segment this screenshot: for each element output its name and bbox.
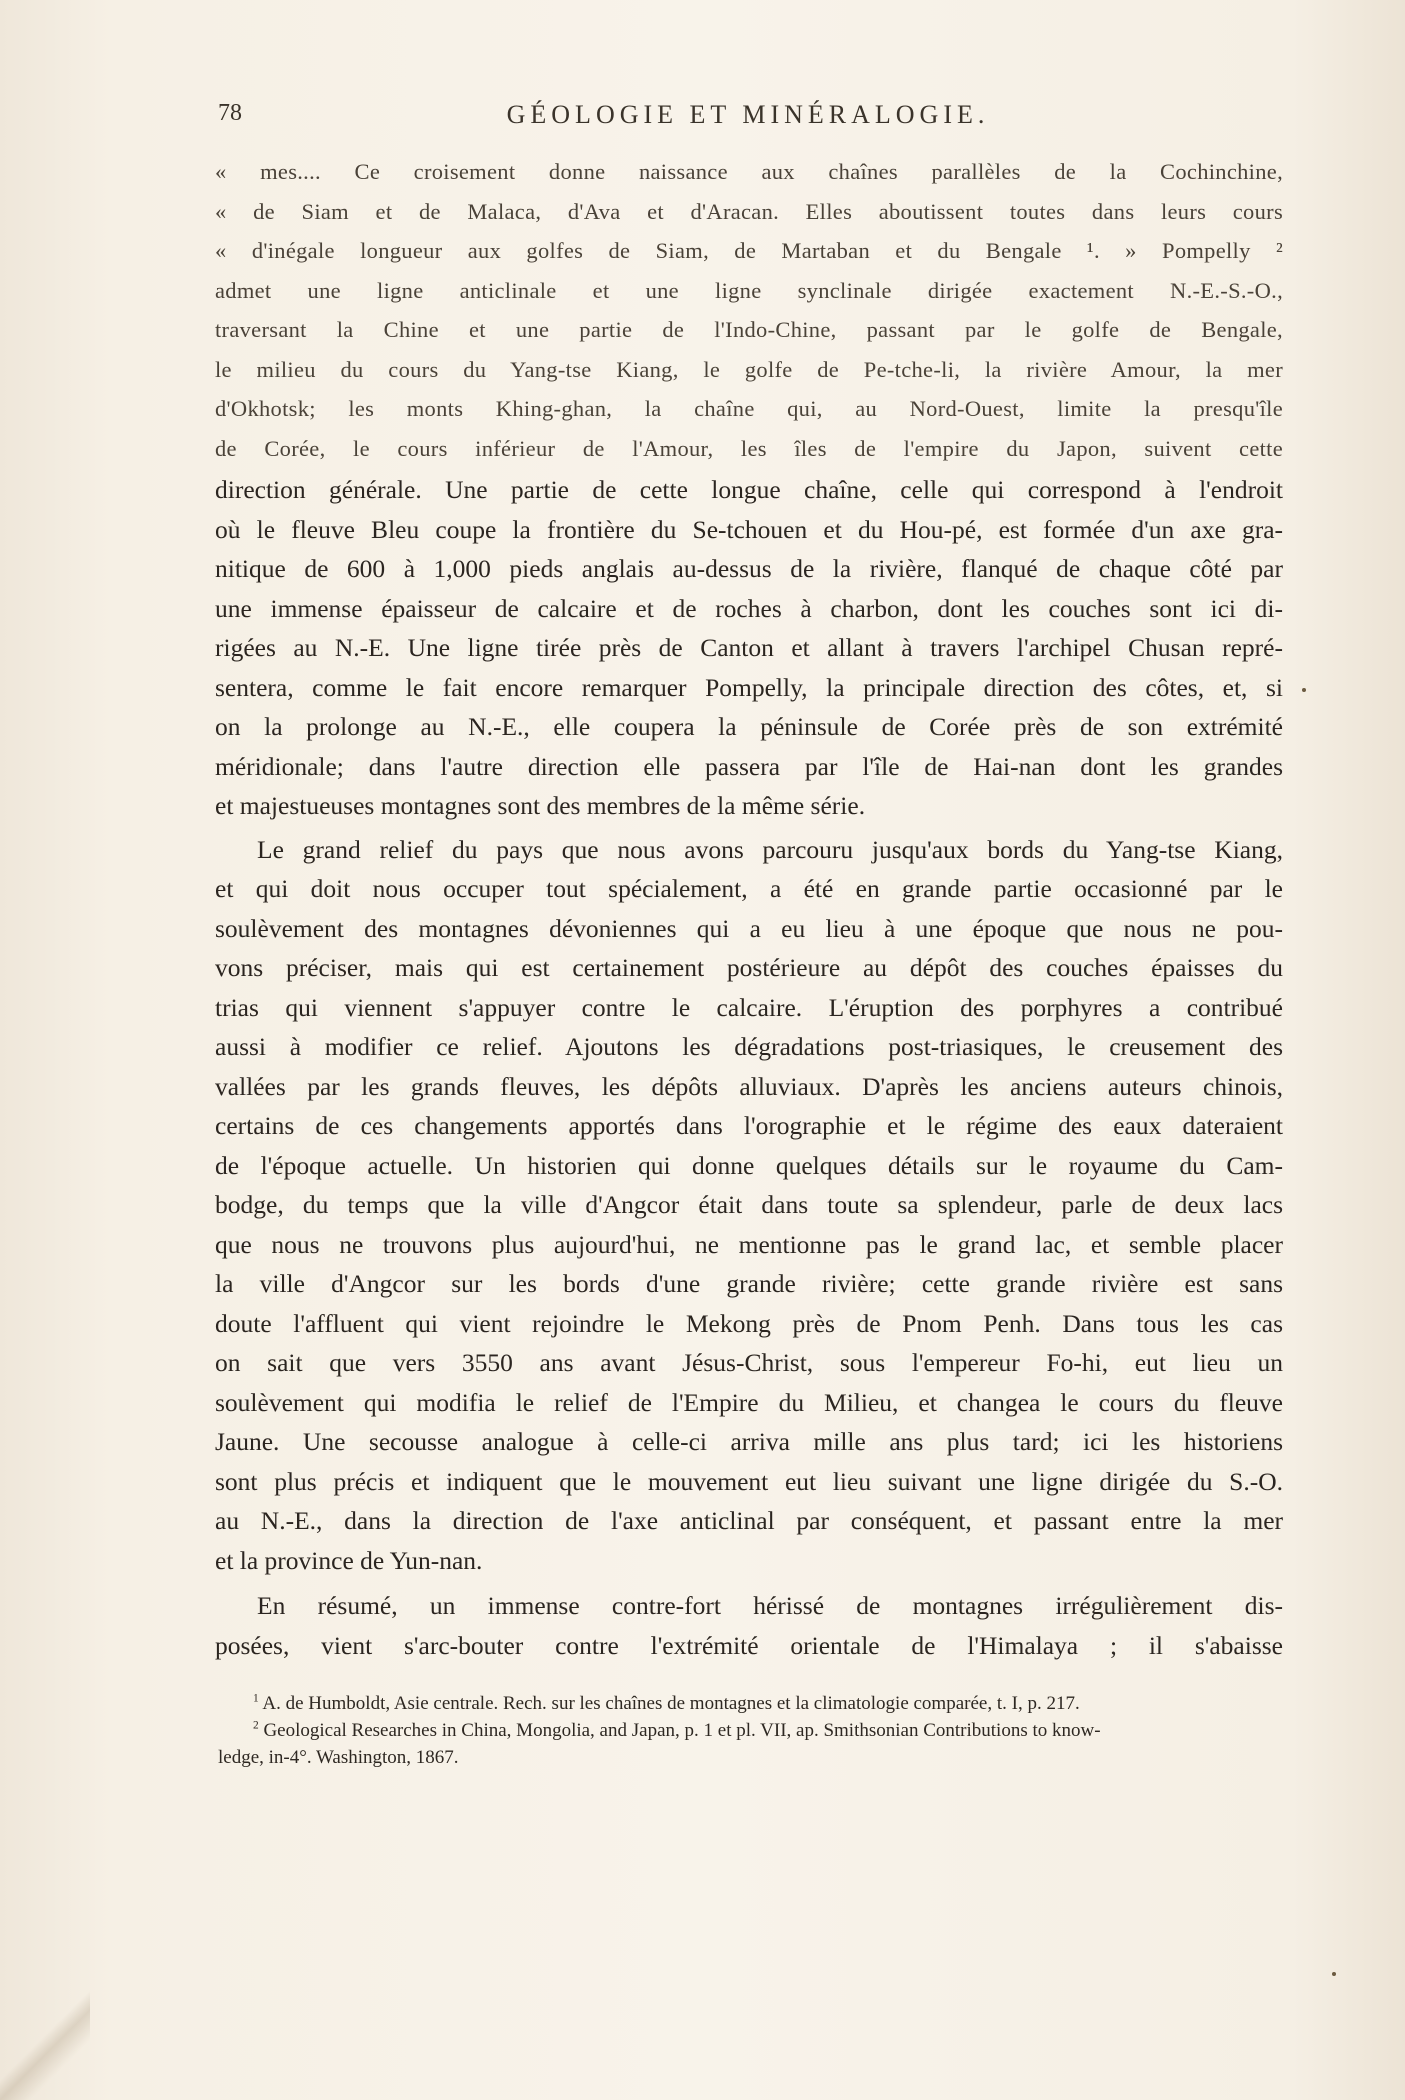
text-line: admet une ligne anticlinale et une ligne synclinale dirigée exactement N.-E.-S.-O., [215,277,1283,303]
ink-speck [1302,688,1306,692]
footnote-text: A. de Humboldt, Asie centrale. Rech. sur les chaînes de montagnes et la climatologie comparée, t. I, p. 217. [262,1693,1080,1714]
footnote-1 [218,1690,1280,1717]
footnotes [218,1690,1280,1771]
text-line: sont plus précis et indiquent que le mouvement eut lieu suivant une ligne dirigée du S.-O. [215,1466,1283,1496]
page-header [218,100,1278,140]
text-line: traversant la Chine et une partie de l'Indo-Chine, passant par le golfe de Bengale, [215,317,1283,342]
text-line: on sait que vers 3550 ans avant Jésus-Christ, sous l'empereur Fo-hi, eut lieu un [215,1348,1283,1377]
running-title: GÉOLOGIE ET MINÉRALOGIE. [506,100,990,129]
text-line: direction générale. Une partie de cette longue chaîne, celle qui correspond à l'endroit [215,475,1283,504]
ink-speck [1332,1972,1336,1976]
text-line: sentera, comme le fait encore remarquer Pompelly, la principale direction des côtes, et, si [215,672,1283,702]
page-number: 78 [218,100,242,126]
text-line: la ville d'Angcor sur les bords d'une grande rivière; cette grande rivière est sans [215,1269,1283,1298]
text-line: certains de ces changements apportés dans l'orographie et le régime des eaux dateraient [215,1111,1283,1140]
text-line: En résumé, un immense contre-fort hérissé de montagnes irrégulièrement dis- [257,1591,1283,1620]
footnote-text: Geological Researches in China, Mongolia, and Japan, p. 1 et pl. VII, ap. Smithsonian Contributions to know- [263,1720,1101,1741]
text-line: de Corée, le cours inférieur de l'Amour, les îles de l'empire du Japon, suivent cette [215,435,1283,461]
footnote-text: ledge, in-4°. Washington, 1867. [218,1747,459,1768]
text-line: soulèvement qui modifia le relief de l'Empire du Milieu, et changea le cours du fleuve [215,1387,1283,1417]
footnote-2 [218,1717,1280,1771]
paragraph-4 [215,1586,1283,1665]
footnote-marker: 1 [253,1692,259,1705]
text-line: une immense épaisseur de calcaire et de roches à charbon, dont les couches sont ici di- [215,593,1283,623]
text-line: « de Siam et de Malaca, d'Ava et d'Aracan. Elles aboutissent toutes dans leurs cours [215,198,1283,224]
paragraph-3 [215,830,1283,1581]
text-line: d'Okhotsk; les monts Khing-ghan, la chaîne qui, au Nord-Ouest, limite la presqu'île [215,396,1283,421]
text-line: et qui doit nous occuper tout spécialement, a été en grande partie occasionné par le [215,874,1283,903]
text-line: « mes.... Ce croisement donne naissance aux chaînes parallèles de la Cochinchine, [215,159,1283,184]
text-line: où le fleuve Bleu coupe la frontière du Se-tchouen et du Hou-pé, est formée d'un axe gra- [215,514,1283,544]
text-line: doute l'affluent qui vient rejoindre le Mekong près de Pnom Penh. Dans tous les cas [215,1308,1283,1338]
text-line: trias qui viennent s'appuyer contre le calcaire. L'éruption des porphyres a contribué [215,992,1283,1022]
text-line: vons préciser, mais qui est certainement postérieure au dépôt des couches épaisses du [215,953,1283,982]
text-line: on la prolonge au N.-E., elle coupera la péninsule de Corée près de son extrémité [215,712,1283,741]
footnote-marker: 2 [253,1719,259,1732]
text-line: Le grand relief du pays que nous avons parcouru jusqu'aux bords du Yang-tse Kiang, [257,834,1283,864]
text-line: soulèvement des montagnes dévoniennes qui a eu lieu à une époque que nous ne pou- [215,913,1283,943]
text-line: le milieu du cours du Yang-tse Kiang, le golfe de Pe-tche-li, la rivière Amour, la mer [215,356,1283,382]
text-line: et majestueuses montagnes sont des membres de la même série. [215,791,866,820]
body-text [215,152,1283,1665]
text-line: au N.-E., dans la direction de l'axe anticlinal par conséquent, et passant entre la mer [215,1506,1283,1535]
text-line: vallées par les grands fleuves, les dépôts alluviaux. D'après les anciens auteurs chinois, [215,1071,1283,1101]
text-line: nitique de 600 à 1,000 pieds anglais au-dessus de la rivière, flanqué de chaque côté par [215,554,1283,583]
paragraph-2 [215,470,1283,826]
text-line: rigées au N.-E. Une ligne tirée près de Canton et allant à travers l'archipel Chusan repré- [215,633,1283,662]
text-line: Jaune. Une secousse analogue à celle-ci arriva mille ans plus tard; ici les historiens [215,1427,1283,1456]
paragraph-1 [215,152,1283,468]
text-line: « d'inégale longueur aux golfes de Siam, de Martaban et du Bengale ¹. » Pompelly ² [215,238,1283,263]
text-line: et la province de Yun-nan. [215,1545,483,1575]
text-line: bodge, du temps que la ville d'Angcor était dans toute sa splendeur, parle de deux lacs [215,1190,1283,1219]
text-line: aussi à modifier ce relief. Ajoutons les dégradations post-triasiques, le creusement des [215,1032,1283,1061]
text-line: que nous ne trouvons plus aujourd'hui, ne mentionne pas le grand lac, et semble placer [215,1229,1283,1259]
text-line: de l'époque actuelle. Un historien qui donne quelques détails sur le royaume du Cam- [215,1150,1283,1180]
text-line: méridionale; dans l'autre direction elle passera par l'île de Hai-nan dont les grandes [215,751,1283,781]
text-line: posées, vient s'arc-bouter contre l'extrémité orientale de l'Himalaya ; il s'abaisse [215,1630,1283,1660]
